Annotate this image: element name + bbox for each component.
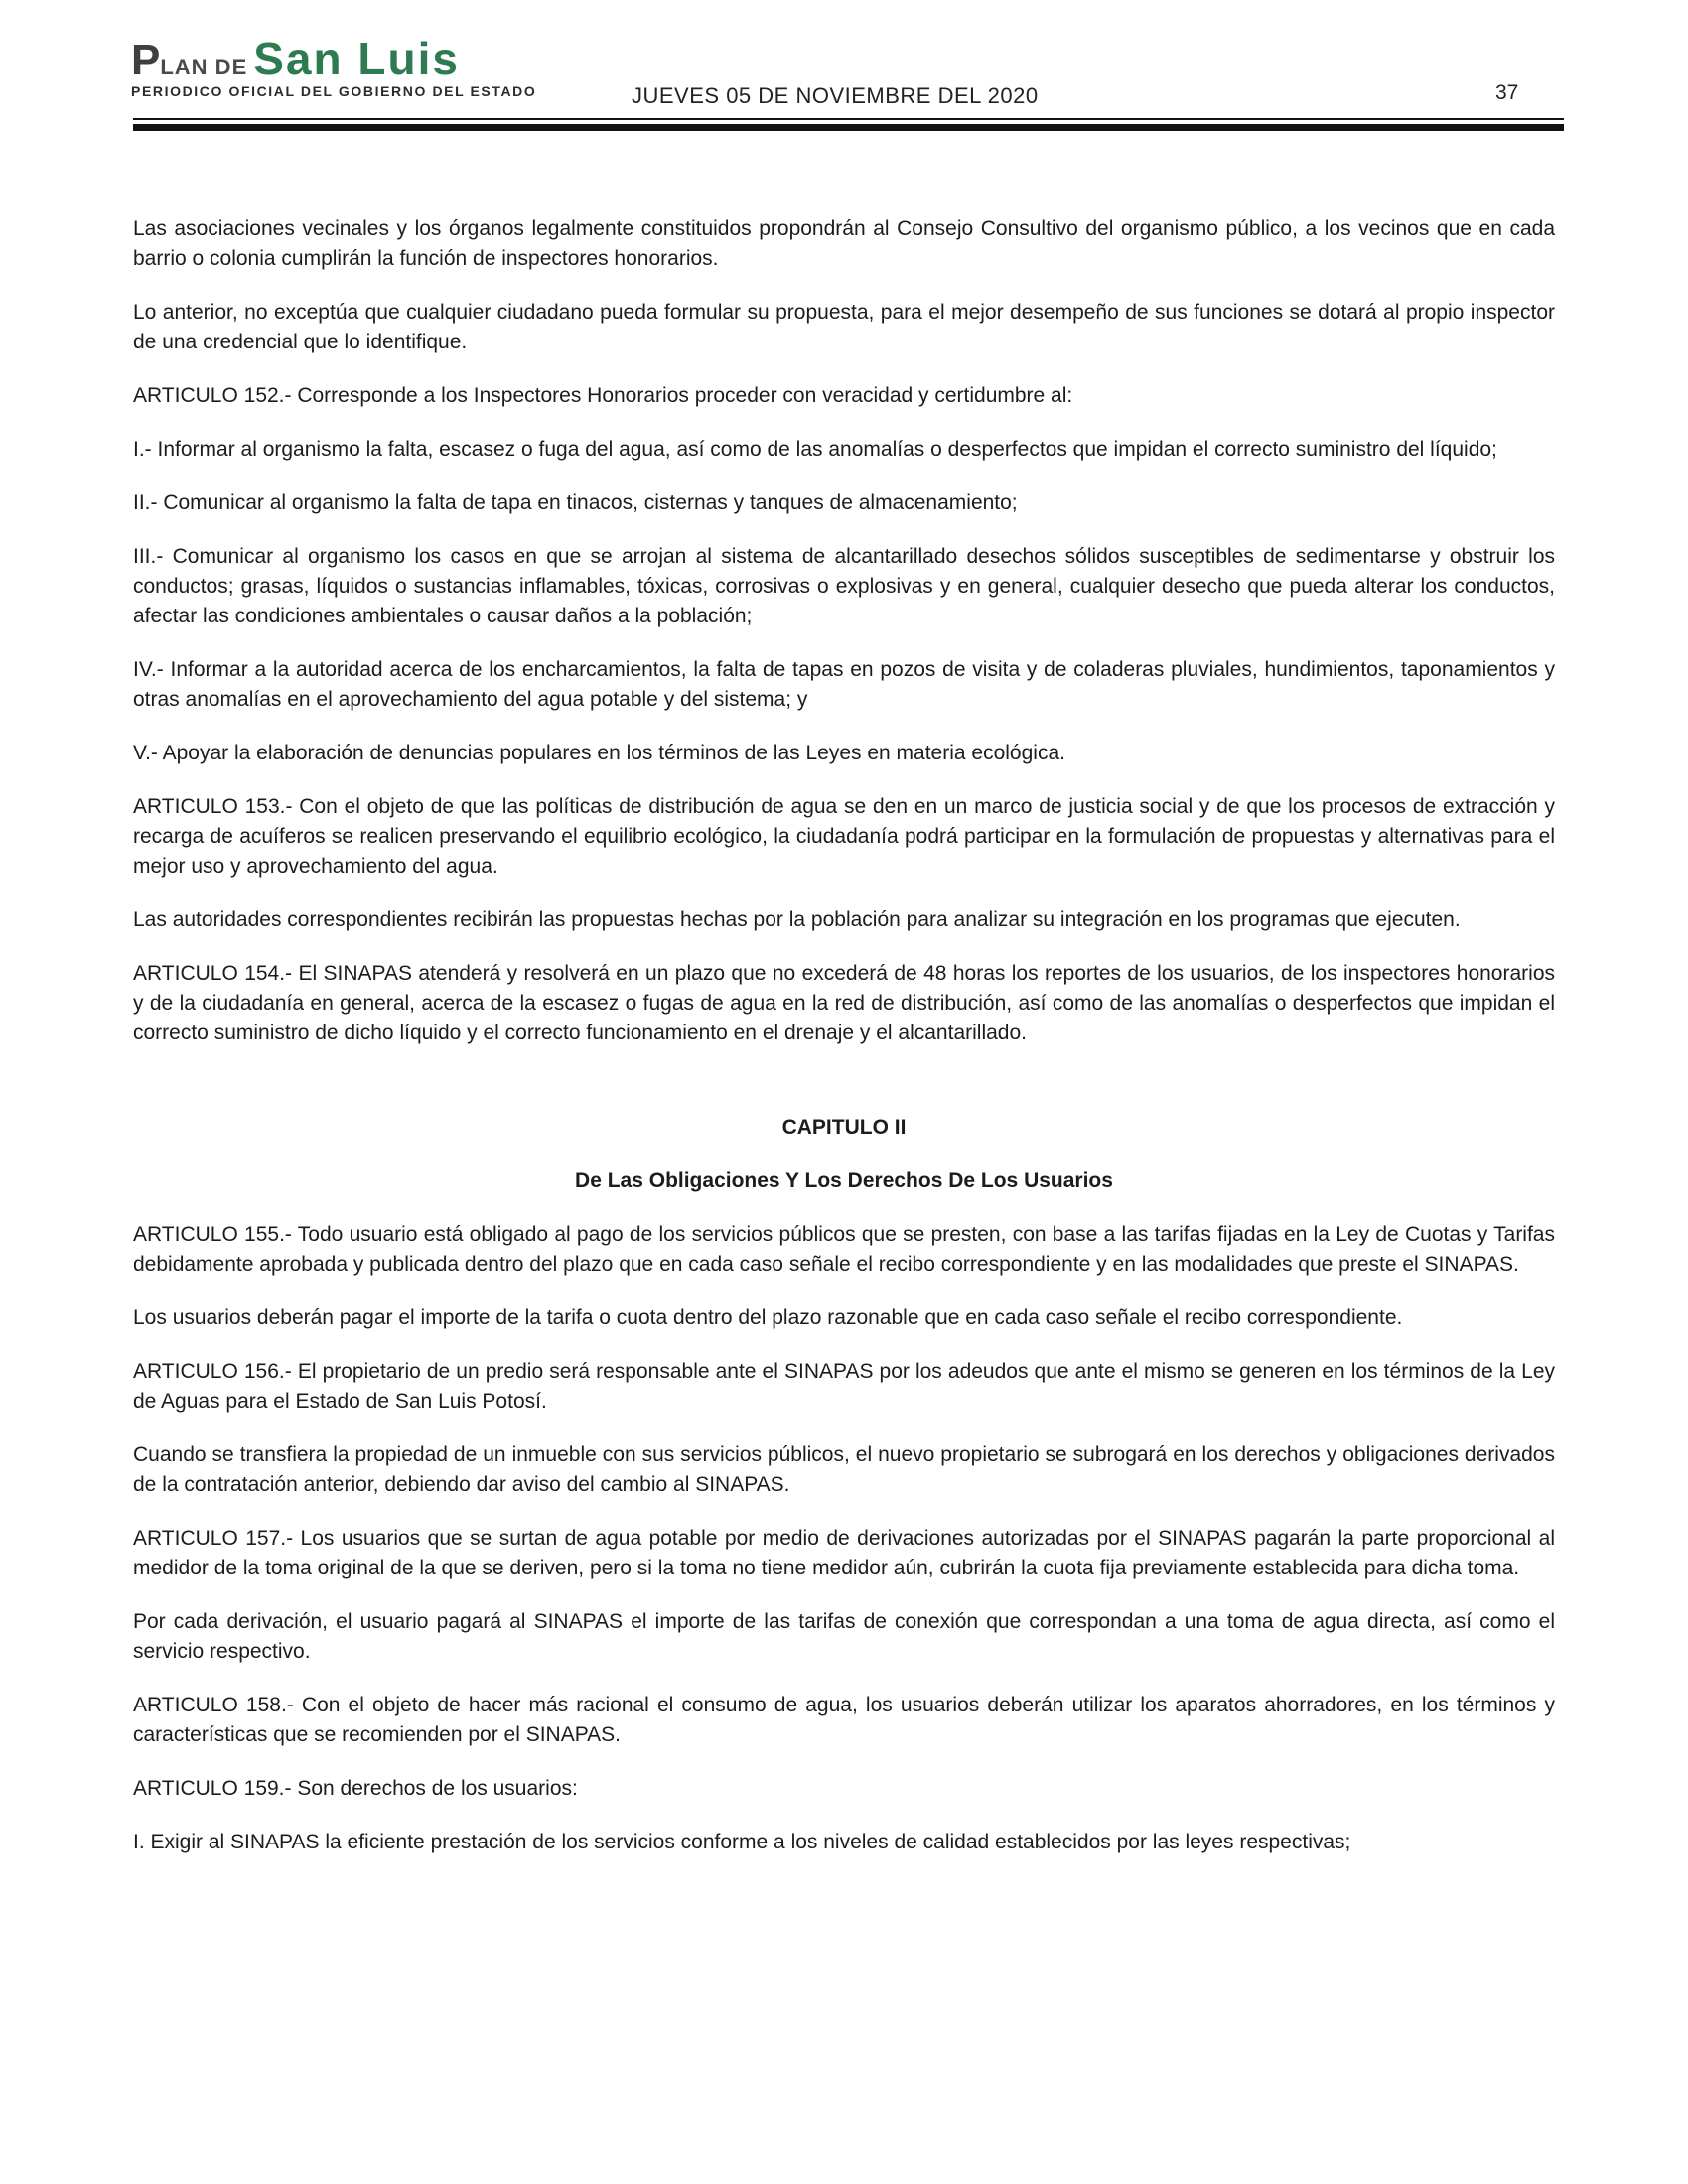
logo-plan-text: LAN DE [160, 55, 248, 79]
para-articulo-154: ARTICULO 154.- El SINAPAS atenderá y resolverá en un plazo que no excederá de 48 horas los reportes de los usuarios, de los inspectores honorarios y de la ciudadanía en general, acerca de la escasez o fugas de agua en la red de distribución, así como de las anomalías o desperfectos que impidan el correcto suministro de dicho líquido y el correcto funcionamiento en el drenaje y el alcantarillado. [133, 962, 1555, 1044]
logo-plan-initial: P [131, 36, 161, 84]
para-intro-asociaciones: Las asociaciones vecinales y los órganos legalmente constituidos propondrán al Consejo Consultivo del organismo público, a los vecinos que en cada barrio o colonia cumplirán la función de inspectores honorarios. [133, 217, 1555, 270]
para-pago-importe: Los usuarios deberán pagar el importe de la tarifa o cuota dentro del plazo razonable que en cada caso señale el recibo correspondiente. [133, 1306, 1403, 1329]
para-articulo-158: ARTICULO 158.- Con el objeto de hacer más racional el consumo de agua, los usuarios deberán utilizar los aparatos ahorradores, en los términos y características que se recomienden por el SINAPAS. [133, 1694, 1555, 1746]
para-fraccion-ii: II.- Comunicar al organismo la falta de tapa en tinacos, cisternas y tanques de almacenamiento; [133, 491, 1018, 514]
chapter-subtitle: De Las Obligaciones Y Los Derechos De Los Usuarios [575, 1169, 1113, 1192]
page-number: 37 [1495, 81, 1519, 104]
gazette-logo [131, 33, 537, 99]
para-derecho-i: I. Exigir al SINAPAS la eficiente prestación de los servicios conforme a los niveles de calidad establecidos por las leyes respectivas; [133, 1831, 1351, 1853]
para-autoridades: Las autoridades correspondientes recibirán las propuestas hechas por la población para analizar su integración en los programas que ejecuten. [133, 908, 1461, 931]
header-rule [133, 118, 1564, 131]
para-transferencia-propiedad: Cuando se transfiera la propiedad de un inmueble con sus servicios públicos, el nuevo propietario se subrogará en los derechos y obligaciones derivados de la contratación anterior, debiendo dar aviso del cambio al SINAPAS. [133, 1443, 1555, 1496]
para-articulo-156: ARTICULO 156.- El propietario de un predio será responsable ante el SINAPAS por los adeudos que ante el mismo se generen en los términos de la Ley de Aguas para el Estado de San Luis Potosí. [133, 1360, 1555, 1413]
edition-date: JUEVES 05 DE NOVIEMBRE DEL 2020 [632, 83, 1039, 108]
logo-title [131, 33, 536, 84]
para-fraccion-i: I.- Informar al organismo la falta, escasez o fuga del agua, así como de las anomalías o desperfectos que impidan el correcto suministro del líquido; [133, 438, 1497, 461]
para-articulo-159: ARTICULO 159.- Son derechos de los usuarios: [133, 1777, 578, 1800]
para-fraccion-iii: III.- Comunicar al organismo los casos en que se arrojan al sistema de alcantarillado desechos sólidos susceptibles de sedimentarse y obstruir los conductos; grasas, líquidos o sustancias inflamables, tóxicas, corrosivas o explosivas y en general, cualquier desecho que pueda alterar los conductos, afectar las condiciones ambientales o causar daños a la población; [133, 545, 1555, 627]
para-fraccion-v: V.- Apoyar la elaboración de denuncias populares en los términos de las Leyes en materia ecológica. [133, 742, 1065, 764]
logo-name: San Luis [253, 33, 460, 84]
para-articulo-152: ARTICULO 152.- Corresponde a los Inspectores Honorarios proceder con veracidad y certidumbre al: [133, 384, 1073, 407]
para-articulo-157: ARTICULO 157.- Los usuarios que se surtan de agua potable por medio de derivaciones autorizadas por el SINAPAS pagarán la parte proporcional al medidor de la toma original de la que se deriven, pero si la toma no tiene medidor aún, cubrirán la cuota fija previamente establecida para dicha toma. [133, 1527, 1555, 1579]
document-body [133, 214, 1555, 1881]
header-rule-thick-line [133, 124, 1564, 131]
para-articulo-155: ARTICULO 155.- Todo usuario está obligado al pago de los servicios públicos que se presten, con base a las tarifas fijadas en la Ley de Cuotas y Tarifas debidamente aprobada y publicada dentro del plazo que en cada caso señale el recibo correspondiente y en las modalidades que preste el SINAPAS. [133, 1223, 1555, 1276]
para-articulo-153: ARTICULO 153.- Con el objeto de que las políticas de distribución de agua se den en un marco de justicia social y de que los procesos de extracción y recarga de acuíferos se realicen preservando el equilibrio ecológico, la ciudadanía podrá participar en la formulación de propuestas y alternativas para el mejor uso y aprovechamiento del agua. [133, 795, 1555, 878]
chapter-heading: CAPITULO II [781, 1116, 907, 1139]
para-derivacion: Por cada derivación, el usuario pagará al SINAPAS el importe de las tarifas de conexión que correspondan a una toma de agua directa, así como el servicio respectivo. [133, 1610, 1555, 1663]
logo-tagline: PERIODICO OFICIAL DEL GOBIERNO DEL ESTADO [131, 83, 537, 99]
para-intro-credencial: Lo anterior, no exceptúa que cualquier ciudadano pueda formular su propuesta, para el mejor desempeño de sus funciones se dotará al propio inspector de una credencial que lo identifique. [133, 301, 1555, 353]
para-fraccion-iv: IV.- Informar a la autoridad acerca de los encharcamientos, la falta de tapas en pozos de visita y de coladeras pluviales, hundimientos, taponamientos y otras anomalías en el aprovechamiento del agua potable y del sistema; y [133, 658, 1555, 711]
